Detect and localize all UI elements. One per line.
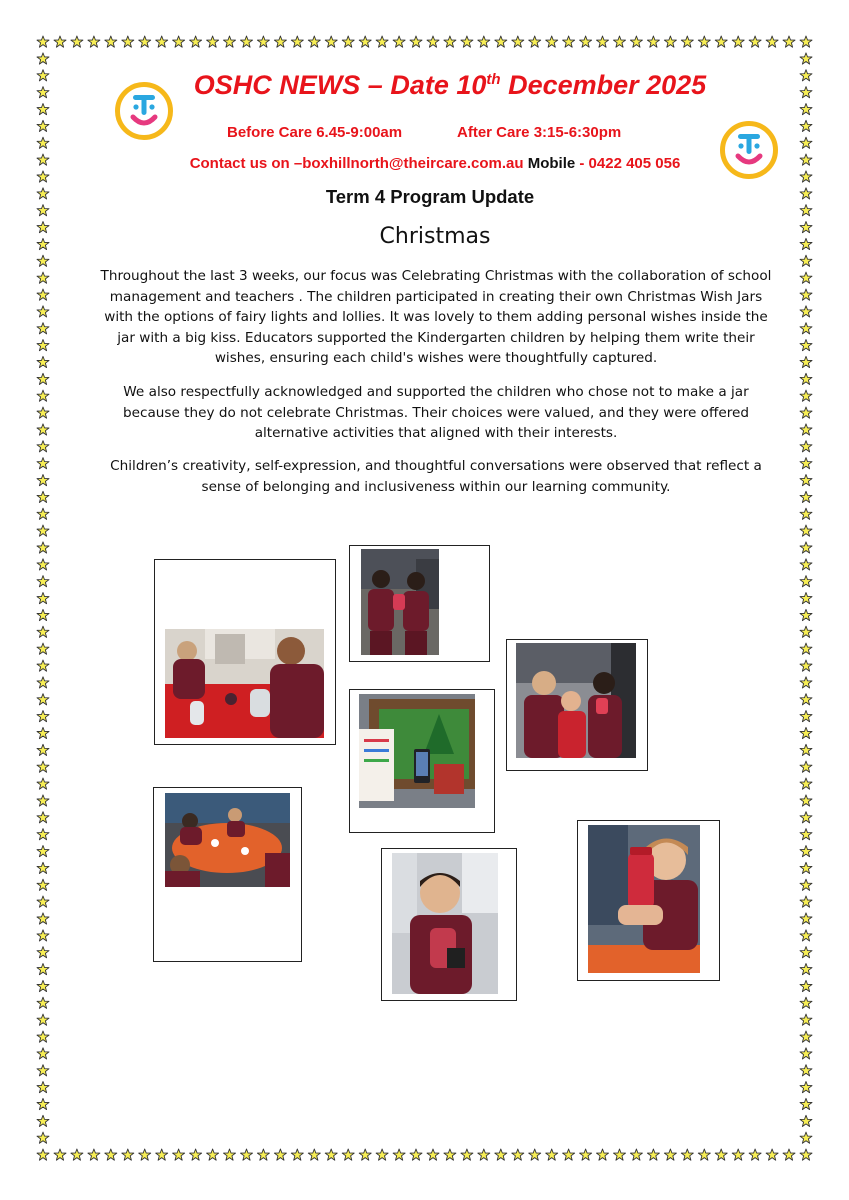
border-star-icon xyxy=(766,1149,778,1160)
border-star-icon xyxy=(800,1115,812,1126)
border-star-icon xyxy=(37,70,49,81)
border-star-icon xyxy=(122,1149,134,1160)
border-star-icon xyxy=(71,1149,83,1160)
border-star-icon xyxy=(698,1149,710,1160)
border-star-icon xyxy=(224,1149,236,1160)
border-star-icon xyxy=(800,643,812,654)
border-star-icon xyxy=(37,727,49,738)
title-ordinal: th xyxy=(486,71,501,88)
topic-heading: Christmas xyxy=(379,224,491,249)
border-star-icon xyxy=(37,120,49,131)
border-star-icon xyxy=(376,36,388,47)
border-star-icon xyxy=(800,525,812,536)
border-star-icon xyxy=(37,323,49,334)
border-star-icon xyxy=(664,1149,676,1160)
border-star-icon xyxy=(37,205,49,216)
border-star-icon xyxy=(800,1048,812,1059)
border-star-icon xyxy=(410,36,422,47)
border-star-icon xyxy=(37,373,49,384)
border-star-icon xyxy=(664,36,676,47)
after-care-hours: After Care 3:15-6:30pm xyxy=(457,124,622,141)
border-star-icon xyxy=(37,508,49,519)
border-star-icon xyxy=(122,36,134,47)
border-star-icon xyxy=(37,188,49,199)
border-star-icon xyxy=(37,593,49,604)
border-star-icon xyxy=(800,441,812,452)
border-star-icon xyxy=(783,36,795,47)
border-star-icon xyxy=(478,1149,490,1160)
border-star-icon xyxy=(800,576,812,587)
border-star-icon xyxy=(37,930,49,941)
border-star-icon xyxy=(800,829,812,840)
border-star-icon xyxy=(274,36,286,47)
border-star-icon xyxy=(139,1149,151,1160)
photo-two-girls-with-jars xyxy=(361,549,439,655)
border-star-icon xyxy=(88,1149,100,1160)
border-star-icon xyxy=(800,896,812,907)
border-star-icon xyxy=(37,491,49,502)
border-star-icon xyxy=(800,188,812,199)
paragraph-belonging: Children’s creativity, self-expression, and thoughtful conversations were observed that reflect a sense of belonging and inclusiveness within our learning community. xyxy=(110,458,762,495)
border-star-icon xyxy=(37,104,49,115)
border-star-icon xyxy=(37,340,49,351)
border-star-icon xyxy=(800,306,812,317)
border-star-icon xyxy=(37,980,49,991)
border-star-icon xyxy=(800,508,812,519)
border-star-icon xyxy=(444,36,456,47)
border-star-icon xyxy=(37,947,49,958)
border-star-icon xyxy=(461,36,473,47)
border-star-icon xyxy=(800,609,812,620)
border-star-icon xyxy=(37,761,49,772)
border-star-icon xyxy=(105,36,117,47)
border-star-icon xyxy=(37,812,49,823)
border-star-icon xyxy=(37,475,49,486)
border-star-icon xyxy=(800,677,812,688)
border-star-icon xyxy=(308,1149,320,1160)
border-star-icon xyxy=(800,205,812,216)
border-star-icon xyxy=(800,1065,812,1076)
border-star-icon xyxy=(37,643,49,654)
border-star-icon xyxy=(800,626,812,637)
border-star-icon xyxy=(37,542,49,553)
border-star-icon xyxy=(37,356,49,367)
contact-label: Contact us on – xyxy=(189,155,303,172)
border-star-icon xyxy=(800,862,812,873)
border-star-icon xyxy=(749,1149,761,1160)
border-star-icon xyxy=(359,36,371,47)
border-star-icon xyxy=(291,36,303,47)
border-star-icon xyxy=(37,171,49,182)
border-star-icon xyxy=(800,424,812,435)
border-star-icon xyxy=(546,1149,558,1160)
border-star-icon xyxy=(800,407,812,418)
border-star-icon xyxy=(800,323,812,334)
border-star-icon xyxy=(800,222,812,233)
border-star-icon xyxy=(563,36,575,47)
border-star-icon xyxy=(800,1082,812,1093)
border-star-icon xyxy=(37,576,49,587)
border-star-icon xyxy=(800,559,812,570)
photo-girl-with-jar xyxy=(588,825,700,973)
border-star-icon xyxy=(563,1149,575,1160)
border-star-icon xyxy=(37,238,49,249)
photo-children-at-red-table xyxy=(165,629,324,738)
border-star-icon xyxy=(37,694,49,705)
program-heading: Term 4 Program Update xyxy=(325,186,535,207)
border-star-icon xyxy=(495,1149,507,1160)
photo-christmas-display-board xyxy=(359,694,475,808)
border-star-icon xyxy=(614,36,626,47)
border-star-icon xyxy=(37,36,49,47)
border-star-icon xyxy=(342,36,354,47)
border-star-icon xyxy=(37,626,49,637)
border-star-icon xyxy=(37,829,49,840)
border-star-icon xyxy=(597,1149,609,1160)
border-star-icon xyxy=(37,137,49,148)
border-star-icon xyxy=(37,255,49,266)
border-star-icon xyxy=(37,1082,49,1093)
border-star-icon xyxy=(800,980,812,991)
border-star-icon xyxy=(800,36,812,47)
border-star-icon xyxy=(614,1149,626,1160)
contact-email[interactable]: boxhillnorth@theircare.com.au xyxy=(302,155,524,172)
border-star-icon xyxy=(427,1149,439,1160)
border-star-icon xyxy=(529,1149,541,1160)
border-star-icon xyxy=(800,593,812,604)
border-star-icon xyxy=(257,36,269,47)
border-star-icon xyxy=(681,1149,693,1160)
border-star-icon xyxy=(37,660,49,671)
theircare-logo xyxy=(719,120,779,180)
border-star-icon xyxy=(800,87,812,98)
border-star-icon xyxy=(800,913,812,924)
border-star-icon xyxy=(37,222,49,233)
border-star-icon xyxy=(630,36,642,47)
border-star-icon xyxy=(37,525,49,536)
photo-boy-holding-jar xyxy=(392,853,498,994)
border-star-icon xyxy=(410,1149,422,1160)
border-star-icon xyxy=(800,1132,812,1143)
border-star-icon xyxy=(54,36,66,47)
border-star-icon xyxy=(800,1031,812,1042)
border-star-icon xyxy=(800,846,812,857)
border-star-icon xyxy=(257,1149,269,1160)
border-star-icon xyxy=(461,1149,473,1160)
border-star-icon xyxy=(37,458,49,469)
photo-children-at-orange-table xyxy=(165,793,290,887)
border-star-icon xyxy=(173,1149,185,1160)
border-star-icon xyxy=(359,1149,371,1160)
border-star-icon xyxy=(647,36,659,47)
border-star-icon xyxy=(800,660,812,671)
border-star-icon xyxy=(291,1149,303,1160)
border-star-icon xyxy=(800,947,812,958)
border-star-icon xyxy=(698,36,710,47)
title-end: December 2025 xyxy=(500,70,707,100)
border-star-icon xyxy=(800,289,812,300)
border-star-icon xyxy=(800,812,812,823)
border-star-icon xyxy=(512,36,524,47)
border-star-icon xyxy=(800,104,812,115)
border-star-icon xyxy=(529,36,541,47)
border-star-icon xyxy=(800,1098,812,1109)
border-star-icon xyxy=(156,36,168,47)
border-star-icon xyxy=(800,694,812,705)
border-star-icon xyxy=(800,744,812,755)
border-star-icon xyxy=(54,1149,66,1160)
border-star-icon xyxy=(800,340,812,351)
border-star-icon xyxy=(37,53,49,64)
border-star-icon xyxy=(37,87,49,98)
border-star-icon xyxy=(37,964,49,975)
border-star-icon xyxy=(37,1014,49,1025)
border-star-icon xyxy=(732,36,744,47)
border-star-icon xyxy=(800,120,812,131)
border-star-icon xyxy=(37,1065,49,1076)
border-star-icon xyxy=(37,424,49,435)
border-star-icon xyxy=(444,1149,456,1160)
border-star-icon xyxy=(156,1149,168,1160)
border-star-icon xyxy=(88,36,100,47)
border-star-icon xyxy=(630,1149,642,1160)
border-star-icon xyxy=(800,154,812,165)
border-star-icon xyxy=(766,36,778,47)
photo-three-children-with-jars xyxy=(516,643,636,758)
border-star-icon xyxy=(37,677,49,688)
border-star-icon xyxy=(37,862,49,873)
border-star-icon xyxy=(37,1031,49,1042)
border-star-icon xyxy=(800,727,812,738)
border-star-icon xyxy=(376,1149,388,1160)
border-star-icon xyxy=(37,1048,49,1059)
paragraph-inclusion: We also respectfully acknowledged and supported the children who chose not to make a jar because they do not celebrate Christmas. Their choices were valued, and they were offered alternative activities that aligned with their interests. xyxy=(122,384,750,441)
border-star-icon xyxy=(241,36,253,47)
border-star-icon xyxy=(325,1149,337,1160)
border-star-icon xyxy=(478,36,490,47)
border-star-icon xyxy=(580,36,592,47)
border-star-icon xyxy=(207,1149,219,1160)
border-star-icon xyxy=(427,36,439,47)
border-star-icon xyxy=(800,390,812,401)
border-star-icon xyxy=(393,36,405,47)
border-star-icon xyxy=(190,36,202,47)
border-star-icon xyxy=(37,272,49,283)
border-star-icon xyxy=(800,778,812,789)
border-star-icon xyxy=(37,1115,49,1126)
border-star-icon xyxy=(37,609,49,620)
border-star-icon xyxy=(800,795,812,806)
border-star-icon xyxy=(37,795,49,806)
border-star-icon xyxy=(37,846,49,857)
border-star-icon xyxy=(37,1149,49,1160)
border-star-icon xyxy=(800,997,812,1008)
border-star-icon xyxy=(37,306,49,317)
border-star-icon xyxy=(546,36,558,47)
border-star-icon xyxy=(274,1149,286,1160)
border-star-icon xyxy=(37,879,49,890)
border-star-icon xyxy=(37,1098,49,1109)
border-star-icon xyxy=(224,36,236,47)
contact-line xyxy=(150,155,720,172)
border-star-icon xyxy=(37,913,49,924)
border-star-icon xyxy=(37,559,49,570)
border-star-icon xyxy=(139,36,151,47)
border-star-icon xyxy=(800,171,812,182)
border-star-icon xyxy=(37,441,49,452)
border-star-icon xyxy=(800,137,812,148)
border-star-icon xyxy=(800,879,812,890)
border-star-icon xyxy=(71,36,83,47)
border-star-icon xyxy=(342,1149,354,1160)
border-star-icon xyxy=(580,1149,592,1160)
border-star-icon xyxy=(37,778,49,789)
border-star-icon xyxy=(647,1149,659,1160)
mobile-label: Mobile xyxy=(527,155,576,172)
border-star-icon xyxy=(308,36,320,47)
border-star-icon xyxy=(800,542,812,553)
border-star-icon xyxy=(800,255,812,266)
border-star-icon xyxy=(800,1149,812,1160)
border-star-icon xyxy=(800,964,812,975)
border-star-icon xyxy=(800,761,812,772)
border-star-icon xyxy=(597,36,609,47)
border-star-icon xyxy=(800,70,812,81)
border-star-icon xyxy=(37,390,49,401)
border-star-icon xyxy=(37,744,49,755)
border-star-icon xyxy=(512,1149,524,1160)
title-main: OSHC NEWS – Date 10 xyxy=(193,70,487,100)
border-star-icon xyxy=(732,1149,744,1160)
border-star-icon xyxy=(800,930,812,941)
border-star-icon xyxy=(681,36,693,47)
border-star-icon xyxy=(37,407,49,418)
border-star-icon xyxy=(783,1149,795,1160)
border-star-icon xyxy=(241,1149,253,1160)
border-star-icon xyxy=(800,356,812,367)
border-star-icon xyxy=(37,1132,49,1143)
border-star-icon xyxy=(495,36,507,47)
border-star-icon xyxy=(37,289,49,300)
border-star-icon xyxy=(173,36,185,47)
before-care-hours: Before Care 6.45-9:00am xyxy=(227,124,403,141)
border-star-icon xyxy=(37,997,49,1008)
border-star-icon xyxy=(393,1149,405,1160)
border-star-icon xyxy=(800,475,812,486)
border-star-icon xyxy=(800,238,812,249)
border-star-icon xyxy=(800,458,812,469)
border-star-icon xyxy=(37,711,49,722)
border-star-icon xyxy=(749,36,761,47)
border-star-icon xyxy=(325,36,337,47)
border-star-icon xyxy=(800,272,812,283)
border-star-icon xyxy=(800,53,812,64)
border-star-icon xyxy=(37,154,49,165)
paragraph-wish-jars: Throughout the last 3 weeks, our focus was Celebrating Christmas with the collaboration of school management and teachers . The children participated in creating their own Christmas Wish Jars with the options of fairy lights and lollies. It was lovely to them adding personal wishes inside the jar with a big kiss. Educators supported the Kindergarten children by helping them write their wishes, ensuring each child's wishes were thoughtfully captured. xyxy=(100,268,772,366)
border-star-icon xyxy=(800,491,812,502)
border-star-icon xyxy=(800,373,812,384)
border-star-icon xyxy=(207,36,219,47)
border-star-icon xyxy=(715,1149,727,1160)
mobile-number: - 0422 405 056 xyxy=(575,155,681,172)
border-star-icon xyxy=(105,1149,117,1160)
border-star-icon xyxy=(800,1014,812,1025)
border-star-icon xyxy=(190,1149,202,1160)
border-star-icon xyxy=(37,896,49,907)
newsletter-title xyxy=(150,70,750,101)
border-star-icon xyxy=(715,36,727,47)
border-star-icon xyxy=(800,711,812,722)
